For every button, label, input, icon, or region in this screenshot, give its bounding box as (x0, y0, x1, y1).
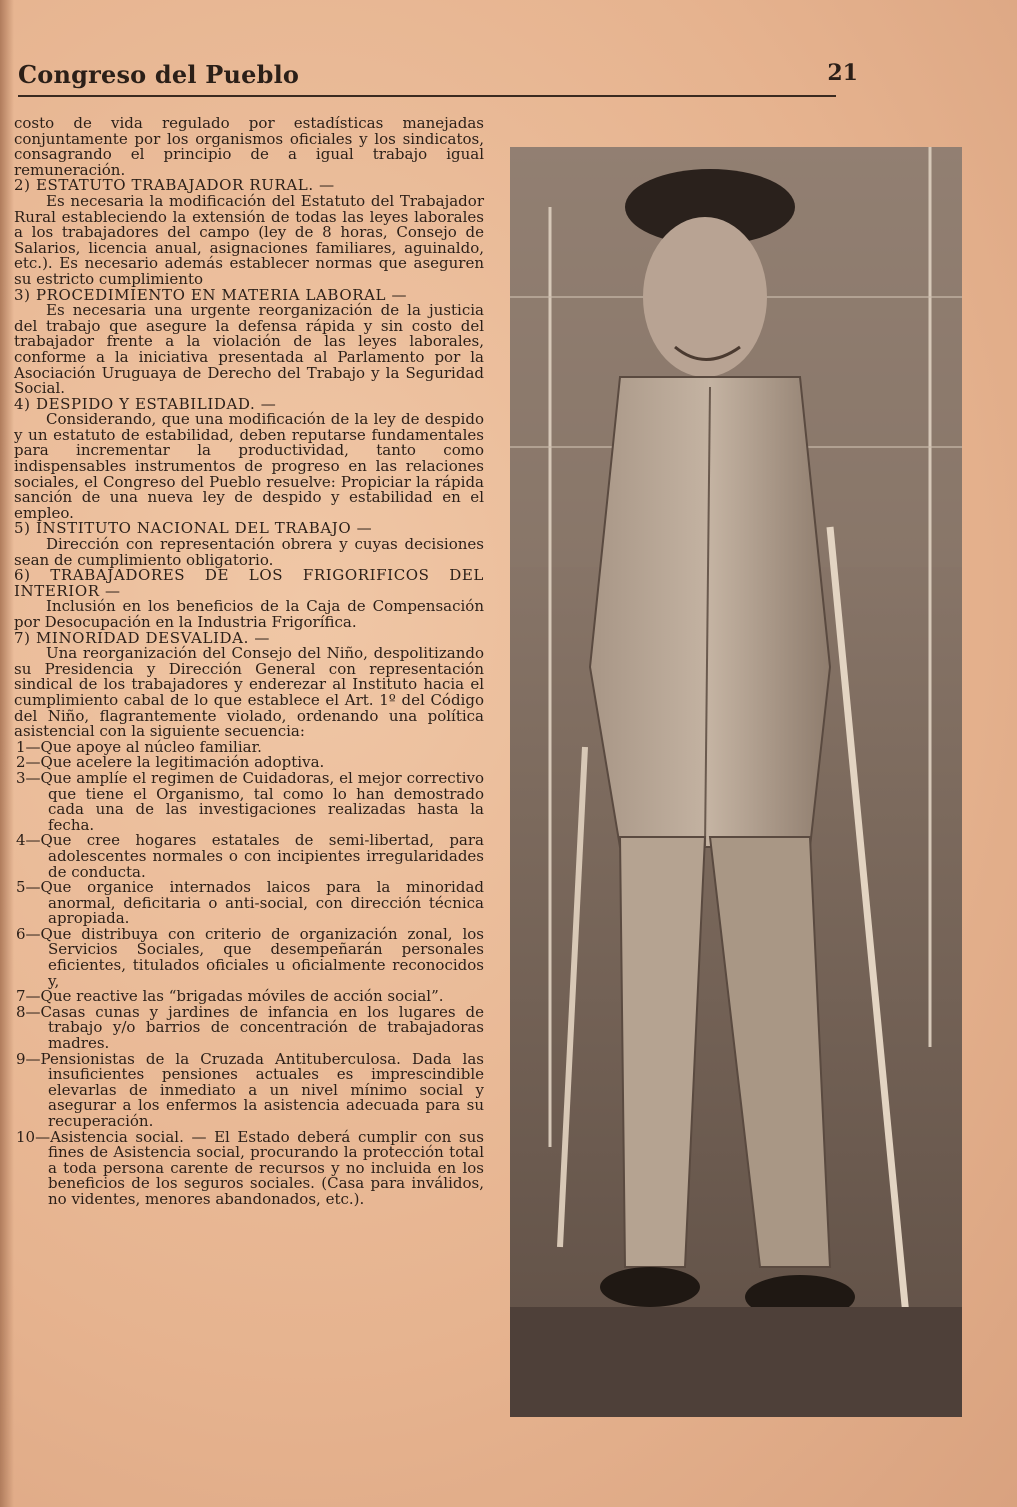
section-body-6: Inclusión en los beneficios de la Caja de Compensación por Desocupación en la Industria Frigorífica. (14, 597, 484, 631)
section-heading-6: 6) TRABAJADORES DE LOS FRIGORIFICOS DEL INTERIOR — (14, 566, 484, 600)
intro-paragraph: costo de vida regulado por estadísticas manejadas conjuntamente por los organismos oficiales y los sindicatos, consagrando el principio de a igual trabajo igual remuneración. (14, 114, 484, 179)
list-item: 7—Que reactive las “brigadas móviles de acción social”. (16, 987, 444, 1006)
section-body-7: Una reorganización del Consejo del Niño, despolitizando su Presidencia y Dirección General con representación sindical de los trabajadores y enderezar al Instituto hacia el cumplimiento cabal de lo que establece el Art. 1º del Código del Niño, flagrantemente violado, ordenando una política asistencial con la siguiente secuencia: (14, 644, 484, 741)
list-item: 3—Que amplíe el regimen de Cuidadoras, el mejor correctivo que tiene el Organismo, tal como lo han demostrado cada una de las investigaciones realizadas hasta la fecha. (16, 768, 484, 834)
page-number: 21 (827, 60, 858, 86)
list-item: 8—Casas cunas y jardines de infancia en los lugares de trabajo y/o barrios de concentración de trabajadoras madres. (16, 1002, 484, 1053)
section-heading-2: 2) ESTATUTO TRABAJADOR RURAL. — (14, 176, 335, 195)
photo-man-with-crutches (510, 147, 962, 1417)
header-rule (18, 95, 836, 97)
section-heading-4: 4) DESPIDO Y ESTABILIDAD. — (14, 394, 277, 413)
list-item: 4—Que cree hogares estatales de semi-libertad, para adolescentes normales o con incipientes irregularidades de conducta. (16, 831, 484, 881)
section-body-5: Dirección con representación obrera y cuyas decisiones sean de cumplimiento obligatorio. (14, 535, 484, 569)
section-body-3: Es necesaria una urgente reorganización de la justicia del trabajo que asegure la defensa rápida y sin costo del trabajador frente a la violación de las leyes laborales, conforme a la iniciativa presentada al Parlamento por la Asociación Uruguaya de Derecho del Trabajo y la Seguridad Social. (14, 301, 484, 398)
running-title: Congreso del Pueblo (18, 60, 300, 89)
section-body-2: Es necesaria la modificación del Estatuto del Trabajador Rural estableciendo la extensión de todas las leyes laborales a los trabajadores del campo (ley de 8 horas, Consejo de Salarios, licencia anual, asignaciones familiares, aguinaldo, etc.). Es necesario además establecer normas que aseguren su estricto cumplimiento (14, 191, 484, 288)
list-item: 10—Asistencia social. — El Estado deberá cumplir con sus fines de Asistencia social, procurando la protección total a toda persona carente de recursos y no incluida en los beneficios de los seguros sociales. (Casa para inválidos, no videntes, menores abandonados, etc.). (16, 1127, 484, 1208)
list-item: 9—Pensionistas de la Cruzada Antituberculosa. Dada las insuficientes pensiones actuales es imprescindible elevarlas de inmediato a un nivel mínimo social y asegurar a los enfermos la asistencia adecuada para su recuperación. (16, 1049, 484, 1130)
list-item: 5—Que organice internados laicos para la minoridad anormal, deficitaria o anti-social, con dirección técnica apropiada. (16, 878, 484, 928)
assistance-list (14, 737, 484, 1208)
section-heading-5: 5) INSTITUTO NACIONAL DEL TRABAJO — (14, 519, 373, 538)
list-item: 1—Que apoye al núcleo familiar. (16, 737, 262, 756)
section-heading-7: 7) MINORIDAD DESVALIDA. — (14, 628, 270, 647)
page-header (18, 58, 858, 98)
page-edge-shadow (0, 0, 14, 1507)
text-column (14, 116, 484, 1208)
section-body-4: Considerando, que una modificación de la ley de despido y un estatuto de estabilidad, deben reputarse fundamentales para incrementar la productividad, tanto como indispensables instrumentos de progreso en las relaciones sociales, el Congreso del Pueblo resuelve: Propiciar la rápida sanción de una nueva ley de despido y estabilidad en el empleo. (14, 410, 484, 522)
list-item: 2—Que acelere la legitimación adoptiva. (16, 753, 325, 772)
list-item: 6—Que distribuya con criterio de organización zonal, los Servicios Sociales, que desempeñarán personales eficientes, titulados oficiales u oficialmente reconocidos y, (16, 924, 484, 990)
section-heading-3: 3) PROCEDIMIENTO EN MATERIA LABORAL — (14, 285, 408, 304)
photo-illustration (510, 147, 962, 1417)
